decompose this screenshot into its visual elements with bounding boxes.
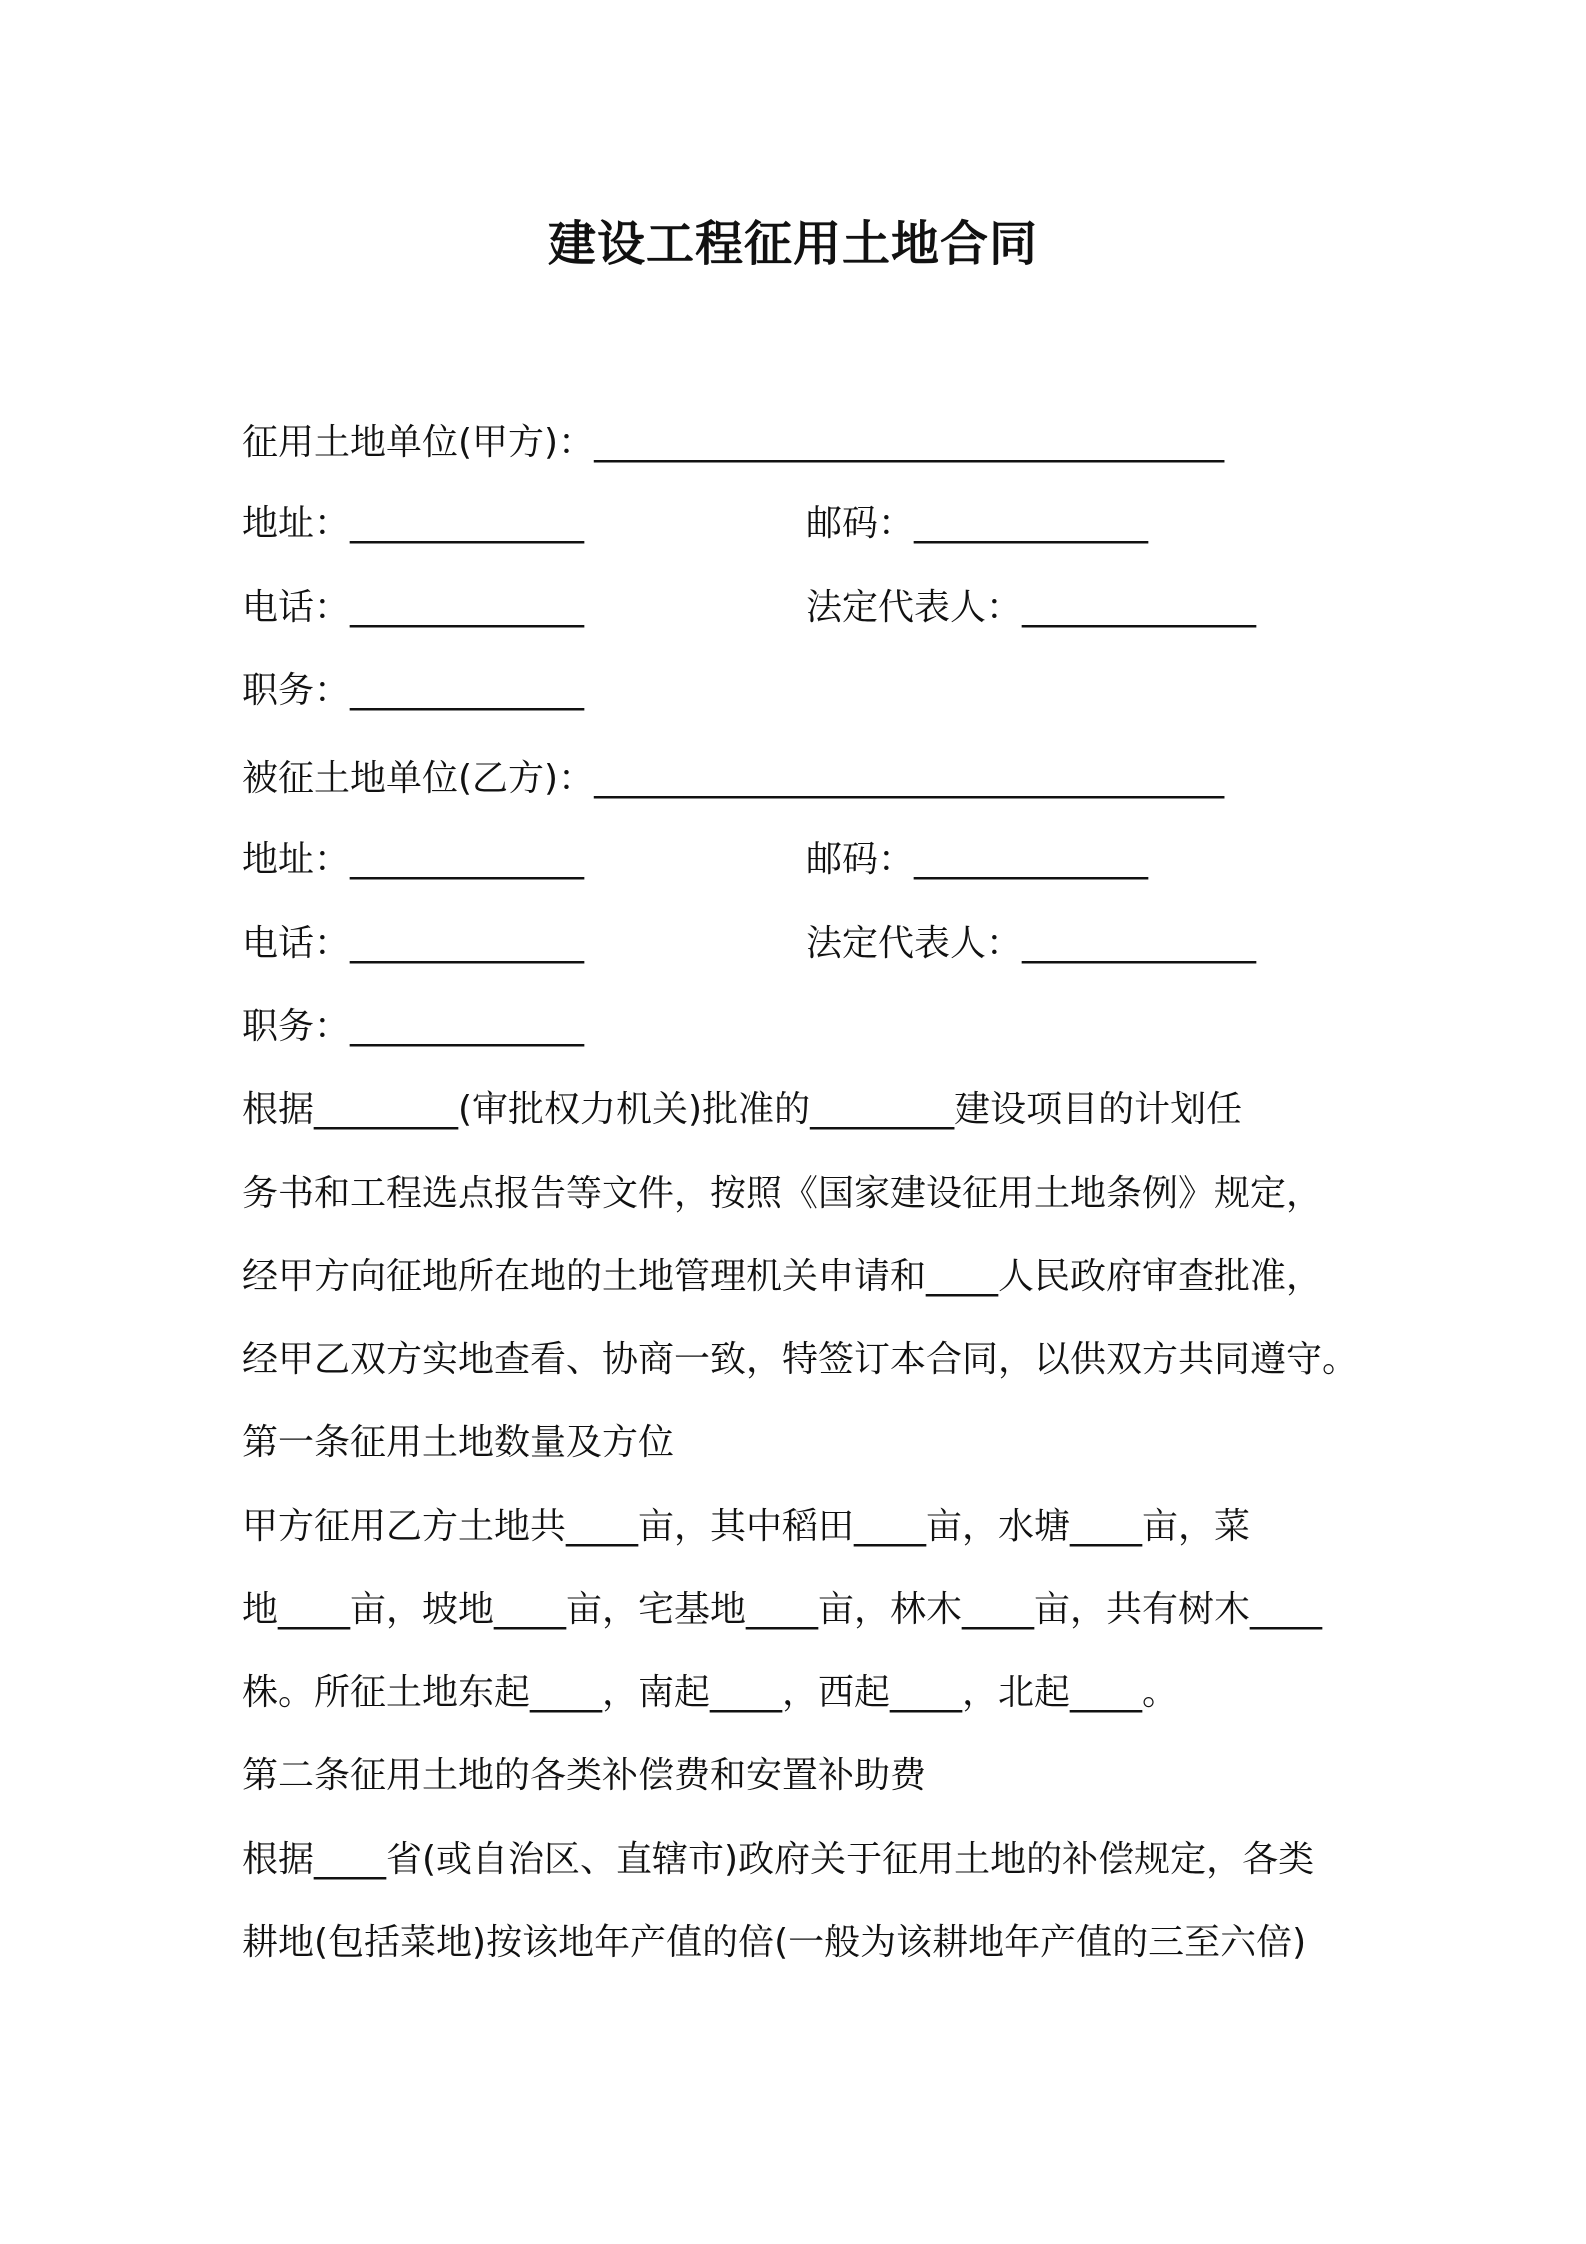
article2-heading: 第二条征用土地的各类补偿费和安置补助费	[242, 1755, 927, 1796]
party-b-unit: 被征土地单位(乙方)：___________________________________	[242, 758, 1225, 799]
document-title: 建设工程征用土地合同	[547, 216, 1038, 272]
party-a-phone: 电话：_____________	[242, 587, 585, 628]
preamble-line: 经甲乙双方实地查看、协商一致，特签订本合同，以供双方共同遵守。	[242, 1339, 1359, 1380]
party-a-unit: 征用土地单位(甲方)：___________________________________	[242, 422, 1225, 463]
party-b-legal-rep: 法定代表人：_____________	[806, 923, 1257, 964]
article1-line: 株。所征土地东起____，南起____，西起____，北起____。	[242, 1672, 1179, 1713]
article1-line: 甲方征用乙方土地共____亩，其中稻田____亩，水塘____亩，菜	[242, 1506, 1251, 1547]
preamble-line: 务书和工程选点报告等文件，按照《国家建设征用土地条例》规定，	[242, 1173, 1323, 1214]
party-b-position: 职务：_____________	[242, 1006, 585, 1047]
party-a-position: 职务：_____________	[242, 670, 585, 711]
party-b-postcode: 邮码：_____________	[806, 839, 1149, 880]
article2-line: 耕地(包括菜地)按该地年产值的倍(一般为该耕地年产值的三至六倍)	[242, 1922, 1307, 1963]
article1-line: 地____亩，坡地____亩，宅基地____亩，林木____亩，共有树木____	[242, 1589, 1323, 1630]
party-a-address: 地址：_____________	[242, 503, 585, 544]
party-b-phone: 电话：_____________	[242, 923, 585, 964]
party-a-postcode: 邮码：_____________	[806, 503, 1149, 544]
party-a-legal-rep: 法定代表人：_____________	[806, 587, 1257, 628]
party-b-address: 地址：_____________	[242, 839, 585, 880]
article2-line: 根据____省(或自治区、直辖市)政府关于征用土地的补偿规定，各类	[242, 1839, 1315, 1880]
preamble-line: 经甲方向征地所在地的土地管理机关申请和____人民政府审查批准，	[242, 1256, 1323, 1297]
preamble-line: 根据________(审批权力机关)批准的________建设项目的计划任	[242, 1089, 1243, 1130]
article1-heading: 第一条征用土地数量及方位	[242, 1422, 675, 1463]
